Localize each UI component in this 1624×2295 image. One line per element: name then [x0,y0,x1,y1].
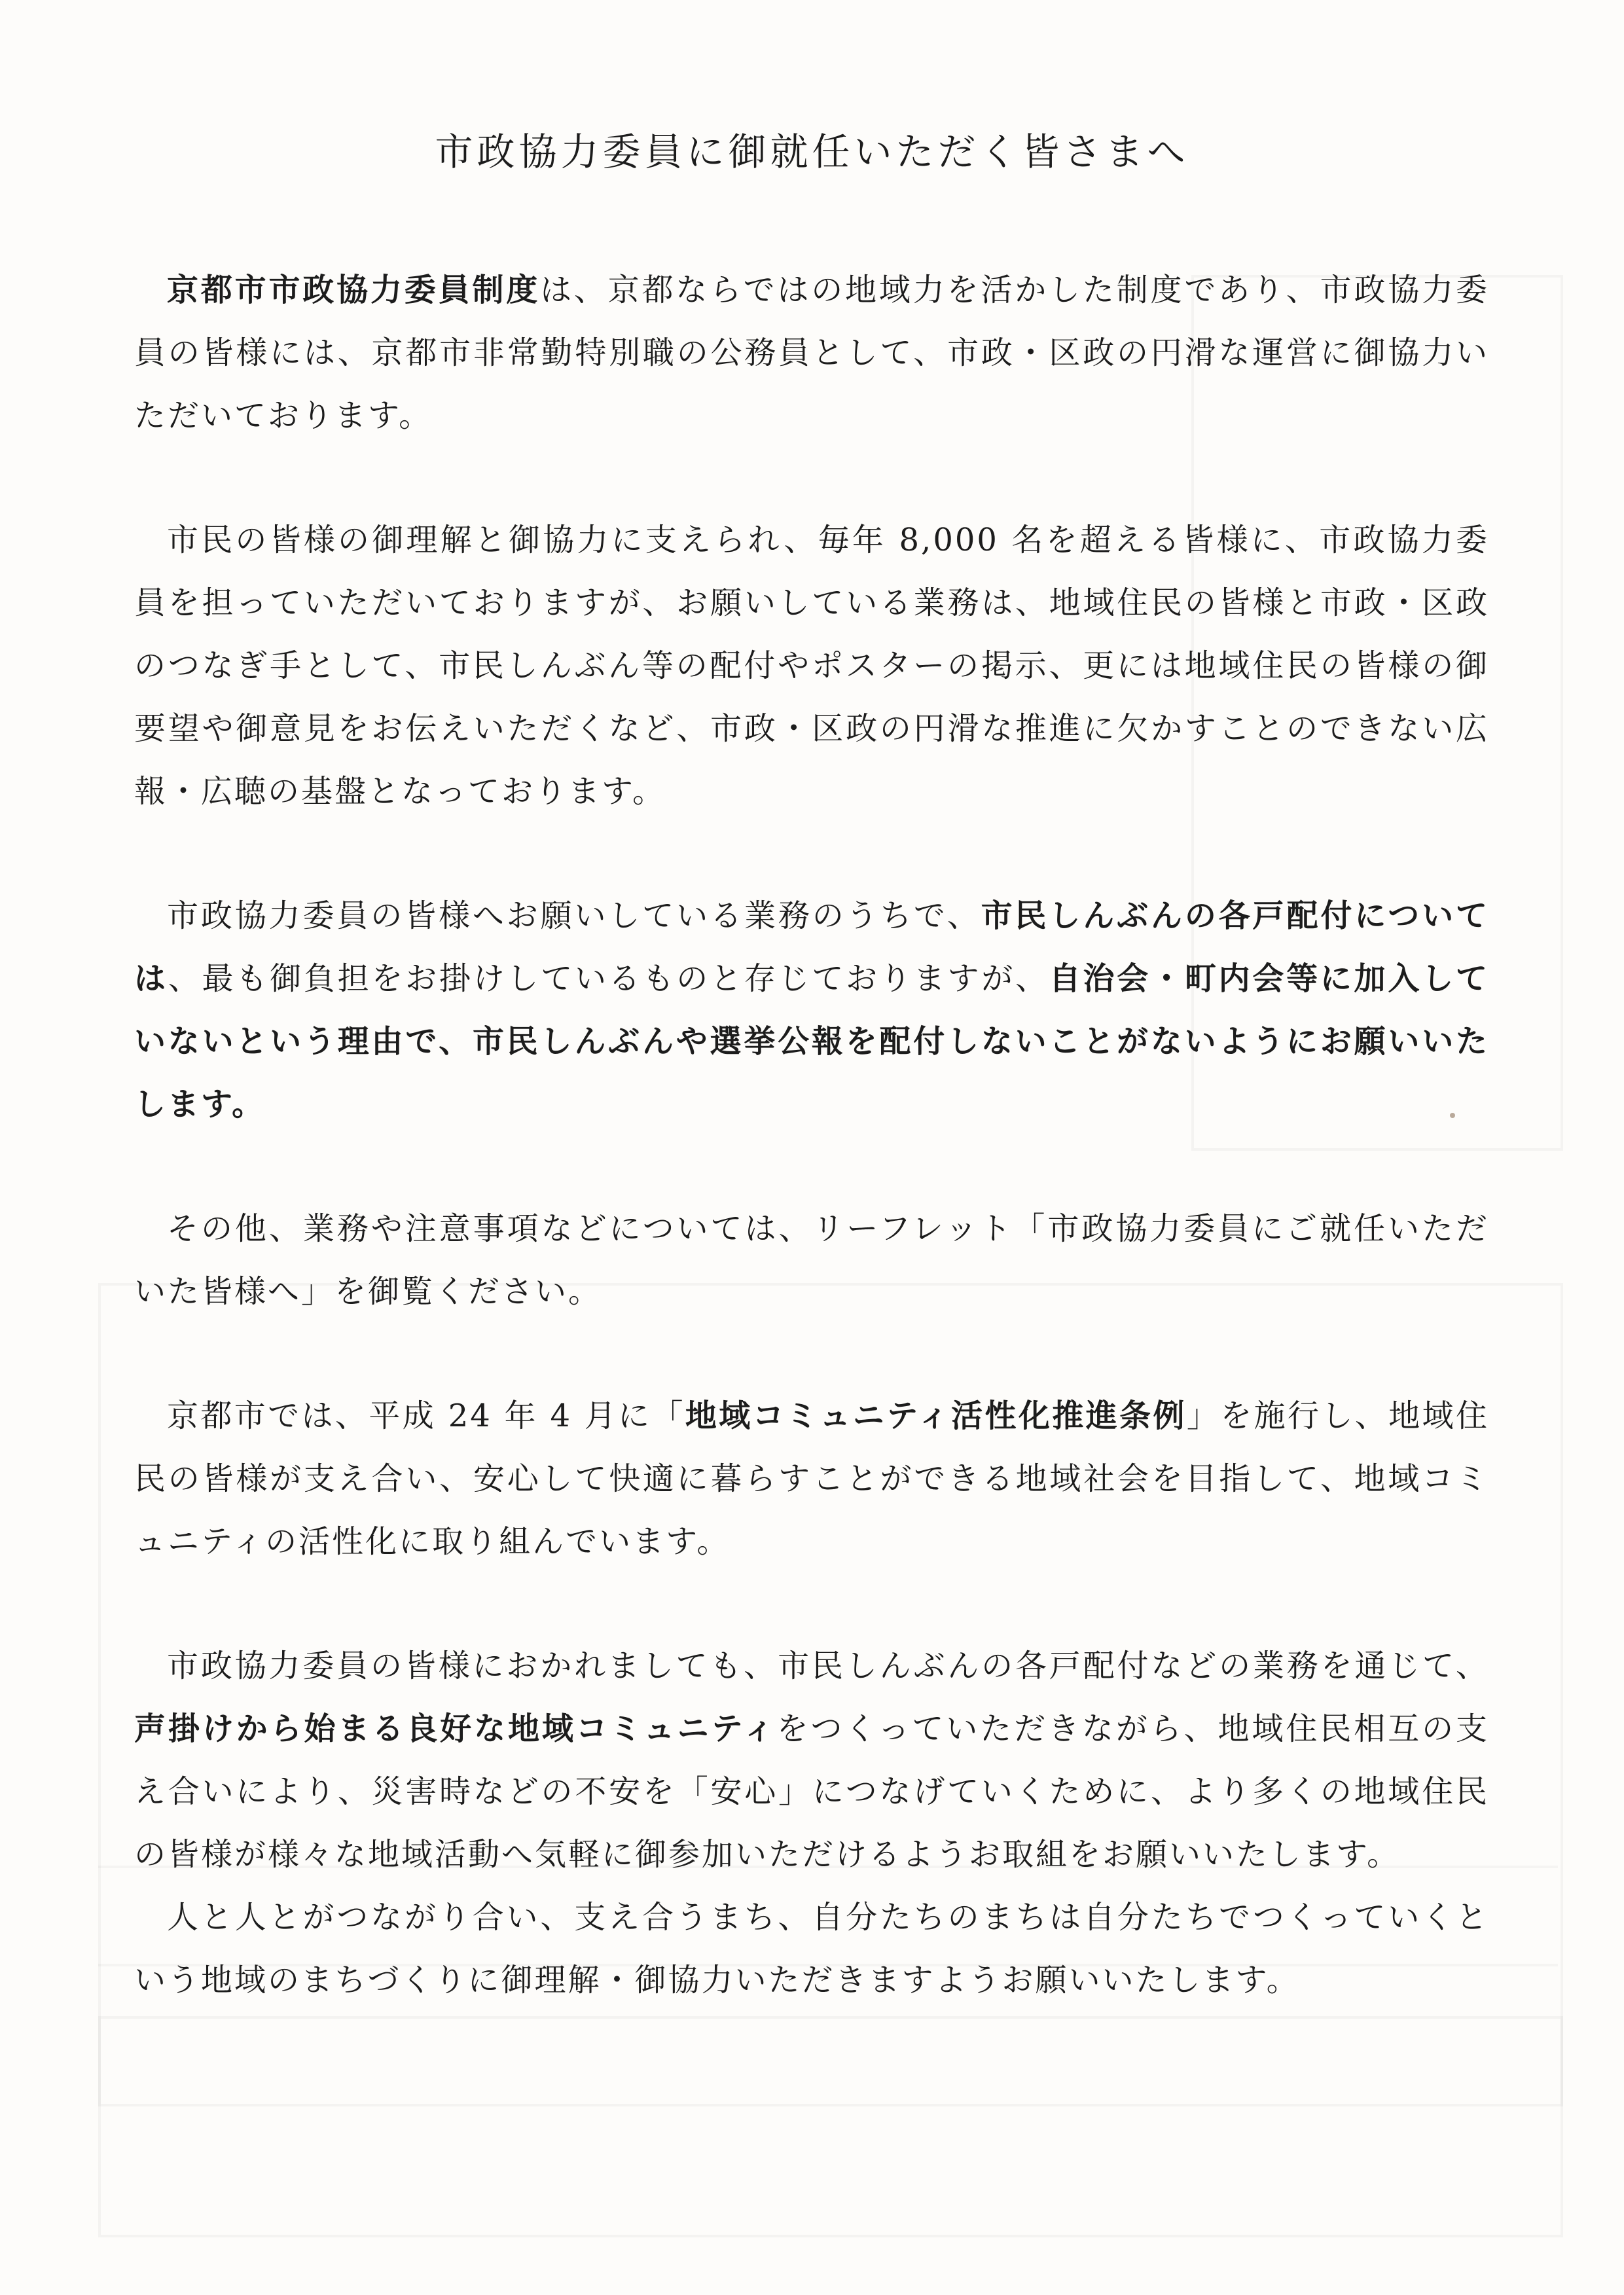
paragraph-3 [134,884,1489,1136]
paragraph-5 [134,1384,1489,1573]
bold-text-run: 市民しんぶんの各戸配付については [134,897,1489,997]
text-run: をつくっていただきながら、地域住民相互の支え合いにより、災害時などの不安を「安心」につなげていくために、より多くの地域住民の皆様が様々な地域活動へ気軽に御参加いただけるようお取組をお願いいたします。 [134,1710,1490,1873]
bold-text-run: 声掛けから始まる良好な地域コミュニティ [134,1710,777,1747]
text-run: 京都市では、平成 24 年 4 月に「 [167,1398,685,1434]
paragraph-2 [134,509,1489,823]
document-body [134,259,1489,2073]
paragraph-7 [134,1886,1489,2012]
bold-text-run: 地域コミュニティ活性化推進条例 [685,1398,1187,1434]
text-run: 人と人とがつながり合い、支え合うまち、自分たちのまちは自分たちでつくっていくという地域のまちづくりに御理解・御協力いただきますようお願いいたします。 [134,1899,1489,1998]
document-title: 市政協力委員に御就任いただく皆さまへ [435,130,1189,174]
text-run: 、最も御負担をお掛けしているものと存じておりますが、 [168,960,1049,997]
text-run: 市政協力委員の皆様へお願いしている業務のうちで、 [167,897,981,934]
text-run: 市政協力委員の皆様におかれましても、市民しんぶんの各戸配付などの業務を通じて、 [167,1648,1489,1684]
text-run: その他、業務や注意事項などについては、リーフレット「市政協力委員にご就任いただいた皆様へ」を御覧ください。 [134,1210,1489,1310]
paragraph-4 [134,1197,1489,1323]
text-run: 」を施行し、地域住民の皆様が支え合い、安心して快適に暮らすことができる地域社会を目指して、地域コミュニティの活性化に取り組んでいます。 [134,1398,1489,1560]
text-run: は、京都ならではの地域力を活かした制度であり、市政協力委員の皆様には、京都市非常勤特別職の公務員として、市政・区政の円滑な運営に御協力いただいております。 [134,272,1489,434]
text-run: 市民の皆様の御理解と御協力に支えられ、毎年 8,000 名を超える皆様に、市政協力委員を担っていただいておりますが、お願いしている業務は、地域住民の皆様と市政・区政のつなぎ手として、市民しんぶん等の配付やポスターの掲示、更には地域住民の皆様の御要望や御意見をお伝えいただくなど、市政・区政の円滑な推進に欠かすことのできない広報・広聴の基盤となっております。 [134,522,1489,810]
paragraph-6 [134,1635,1489,1886]
bold-text-run: 自治会・町内会等に加入していないという理由で、市民しんぶんや選挙公報を配付しないことがないようにお願いいたします。 [134,960,1489,1123]
bold-text-run: 京都市市政協力委員制度 [167,272,541,308]
paragraph-1 [134,259,1489,447]
